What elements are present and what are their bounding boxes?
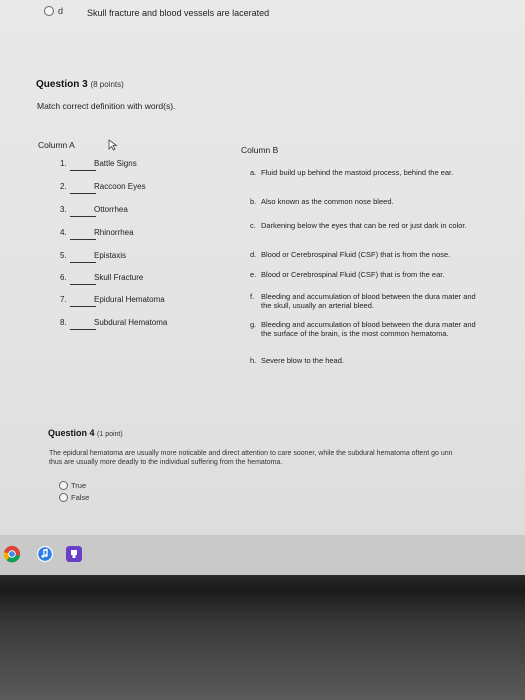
answer-blank-2[interactable] [70,193,96,194]
item-number: 3. [60,205,67,214]
column-b-item-b [250,197,480,206]
question-4-label: Question 4 [48,428,95,438]
column-b-item-g [250,320,480,338]
definition-letter: h. [250,356,257,365]
radio-true[interactable] [59,481,68,490]
item-number: 1. [60,159,67,168]
option-true-label: True [71,481,87,490]
item-term: Skull Fracture [94,273,144,282]
option-false-label: False [71,493,90,502]
definition-letter: f. [250,292,255,301]
item-term: Raccoon Eyes [94,182,146,191]
definition-text: Bleeding and accumulation of blood between the dura mater and the surface of the brain, is the most common hematoma. [261,320,476,338]
chrome-icon[interactable] [3,545,21,563]
question-4-body [49,449,525,467]
definition-letter: g. [250,320,257,329]
definition-letter: a. [250,168,257,177]
radio-d[interactable] [44,6,54,16]
question-4-line-2: thus are usually more deadly to the individual suffering from the hematoma. [49,459,283,466]
definition-text: Also known as the common nose bleed. [261,197,394,206]
answer-blank-6[interactable] [70,284,96,285]
definition-text: Darkening below the eyes that can be red or just dark in color. [261,221,467,230]
definition-letter: b. [250,197,257,206]
answer-blank-7[interactable] [70,306,96,307]
item-number: 4. [60,228,67,237]
column-b-item-h [250,356,480,365]
definition-letter: d. [250,250,257,259]
option-true[interactable] [59,481,86,490]
question-4-line-1: The epidural hematoma are usually more noticable and direct attention to care sooner, while the subdural hematoma oftent go unn [49,450,453,457]
question-4-points: (1 point) [97,431,123,438]
item-number: 5. [60,251,67,260]
question-3-title [36,79,124,90]
definition-text: Fluid build up behind the mastoid process, behind the ear. [261,168,454,177]
column-a-header: Column A [38,140,75,150]
column-b-item-c [250,221,480,230]
item-term: Battle Signs [94,159,137,168]
previous-option-text: Skull fracture and blood vessels are lacerated [87,8,270,18]
definition-text: Blood or Cerebrospinal Fluid (CSF) that is from the ear. [261,270,445,279]
definition-letter: e. [250,270,257,279]
answer-blank-3[interactable] [70,216,96,217]
item-term: Subdural Hematoma [94,318,168,327]
answer-blank-1[interactable] [70,170,96,171]
definition-text: Blood or Cerebrospinal Fluid (CSF) that is from the nose. [261,250,451,259]
column-b-header: Column B [241,145,279,155]
item-number: 8. [60,318,67,327]
question-3-instruction: Match correct definition with word(s). [37,101,176,111]
question-3-points: (8 points) [90,80,124,89]
mouse-cursor-icon [108,139,118,151]
column-b-item-d [250,250,480,259]
option-false[interactable] [59,493,89,502]
item-number: 6. [60,273,67,282]
column-b-item-f [250,292,480,310]
item-term: Epistaxis [94,251,127,260]
item-term: Epidural Hematoma [94,295,165,304]
answer-blank-4[interactable] [70,239,96,240]
definition-letter: c. [250,221,256,230]
definition-text: Severe blow to the head. [261,356,344,365]
definition-text: Bleeding and accumulation of blood between the dura mater and the skull, usually an arterial bleed. [261,292,476,310]
option-letter: d [58,6,64,16]
answer-blank-8[interactable] [70,329,96,330]
answer-blank-5[interactable] [70,262,96,263]
question-4-title [48,428,123,438]
column-b-item-a [250,168,480,177]
app-icon[interactable] [66,546,82,562]
column-b-item-e [250,270,480,279]
monitor-bezel [0,575,525,700]
itunes-icon[interactable] [36,545,54,563]
radio-false[interactable] [59,493,68,502]
item-number: 7. [60,295,67,304]
previous-option-d[interactable] [44,6,63,16]
item-term: Rhinorrhea [94,228,134,237]
item-number: 2. [60,182,67,191]
item-term: Ottorrhea [94,205,128,214]
question-3-label: Question 3 [36,79,88,90]
